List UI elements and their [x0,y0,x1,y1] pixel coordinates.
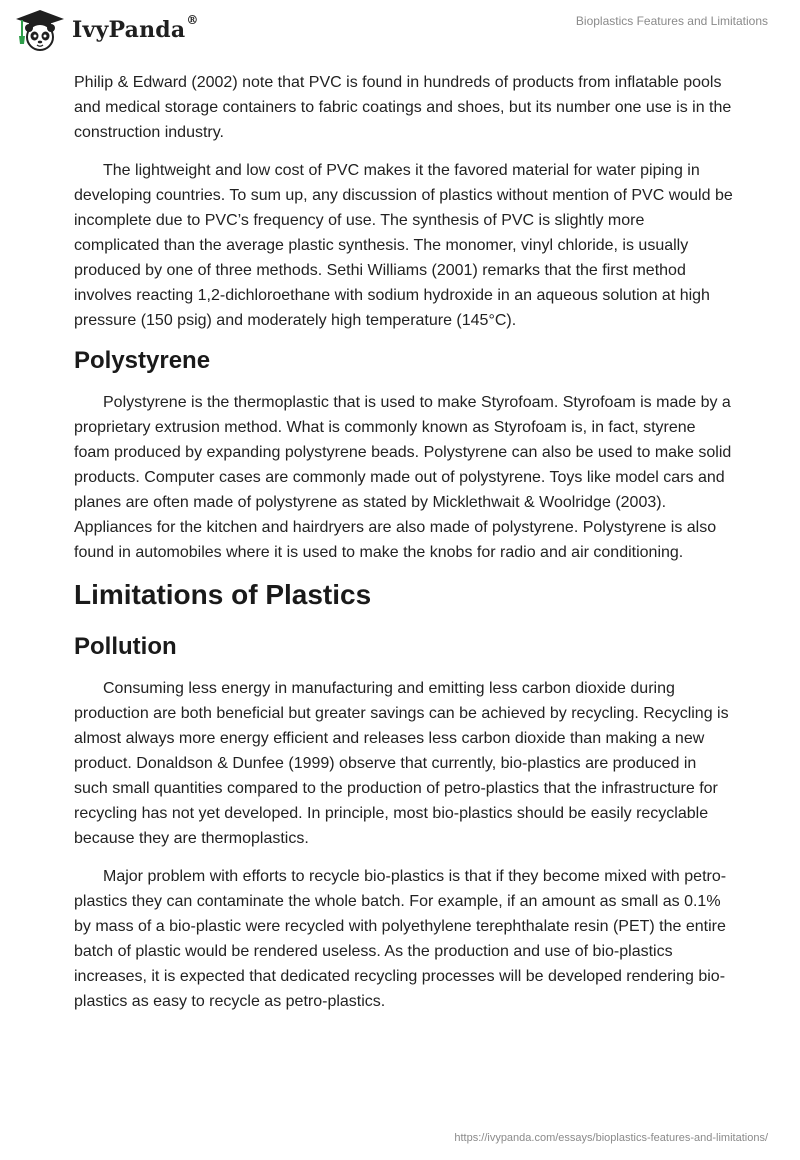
paragraph-recycling-contamination: Major problem with efforts to recycle bio-plastics is that if they become mixed with petro-plastics they can contaminate the whole batch. For example, if an amount as small as 0.1% by mass of a bio-plastic were recycled with polyethylene terephthalate resin (PET) the entire batch of plastic would be rendered useless. As the production and use of bio-plastics increases, it is expected that dedicated recycling processes will be developed rendering bio-plastics as easy to recycle as petro-plastics. [74,868,727,1010]
paragraph-pvc-synthesis: The lightweight and low cost of PVC makes it the favored material for water piping in developing countries. To sum up, any discussion of plastics without mention of PVC would be incomplete due to PVC’s frequency of use. The synthesis of PVC is slightly more complicated than the average plastic synthesis. The monomer, vinyl chloride, is usually produced by one of three methods. Sethi Williams (2001) remarks that the first method involves reacting 1,2-dichloroethane with sodium hydroxide in an aqueous solution at high pressure (150 psig) and moderately high temperature (145°C). [74,162,733,329]
logo[interactable] [14,8,199,52]
page-header [0,0,800,62]
essay-content [74,70,734,1027]
paragraph-pvc-uses: Philip & Edward (2002) note that PVC is found in hundreds of products from inflatable pools and medical storage containers to fabric coatings and shoes, but its number one use is in the construction industry. [74,74,732,141]
source-url[interactable]: https://ivypanda.com/essays/bioplastics-features-and-limitations/ [454,1132,768,1144]
heading-pollution: Pollution [74,633,177,660]
panda-graduate-icon [14,8,66,52]
registered-mark: ® [186,13,199,27]
document-title: Bioplastics Features and Limitations [575,14,768,28]
paragraph-polystyrene: Polystyrene is the thermoplastic that is used to make Styrofoam. Styrofoam is made by a proprietary extrusion method. What is commonly known as Styrofoam is, in fact, styrene foam produced by expanding polystyrene beads. Polystyrene can also be used to make solid products. Computer cases are commonly made out of polystyrene. Toys like model cars and planes are often made of polystyrene as stated by Micklethwait & Woolridge (2003). Appliances for the kitchen and hairdryers are also made of polystyrene. Polystyrene is also found in automobiles where it is used to make the knobs for radio and air conditioning. [74,394,732,561]
logo-text: IvyPanda® [72,13,199,43]
heading-limitations-of-plastics: Limitations of Plastics [74,579,372,610]
paragraph-recycling-energy: Consuming less energy in manufacturing and emitting less carbon dioxide during production are both beneficial but greater savings can be achieved by recycling. Recycling is almost always more energy efficient and releases less carbon dioxide than making a new product. Donaldson & Dunfee (1999) observe that currently, bio-plastics are produced in such small quantities compared to the production of petro-plastics that the infrastructure for recycling has not yet developed. In principle, most bio-plastics should be easily recyclable because they are thermoplastics. [74,680,729,847]
heading-polystyrene: Polystyrene [74,347,211,374]
